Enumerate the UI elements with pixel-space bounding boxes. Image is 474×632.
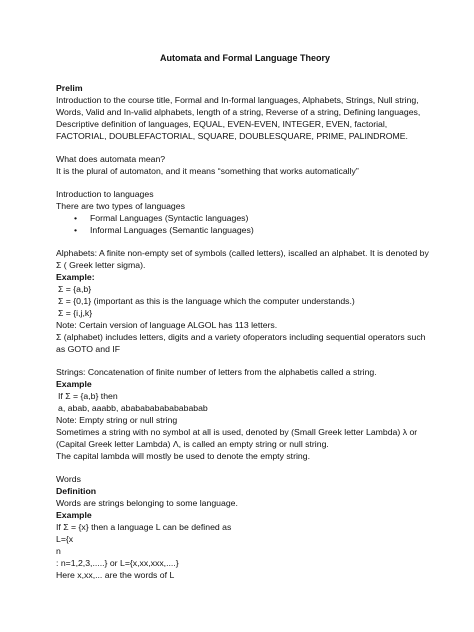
automata-answer: It is the plural of automaton, and it means “something that works automatically” (56, 166, 359, 176)
strings-example-label: Example (56, 379, 92, 389)
strings-note: Note: Empty string or null string (56, 415, 178, 425)
alphabet-example: Σ = {0,1} (important as this is the language which the computer understands.) (58, 296, 355, 306)
automata-question: What does automata mean? (56, 154, 166, 164)
words-definition-label: Definition (56, 486, 97, 496)
words-heading: Words (56, 474, 81, 484)
words-line: Here x,xx,... are the words of L (56, 570, 175, 580)
strings-example-line: If Σ = {a,b} then (58, 391, 118, 401)
intro-section (56, 188, 434, 236)
words-definition-text: Words are strings belonging to some language. (56, 498, 238, 508)
list-item: • Informal Languages (Semantic languages) (74, 224, 434, 236)
document-title: Automata and Formal Language Theory (159, 53, 331, 63)
alphabets-note-2: Σ (alphabet) includes letters, digits and a variety ofoperators including sequential operators such as GOTO and IF (56, 332, 426, 354)
words-section (56, 473, 434, 581)
alphabets-example-label: Example: (56, 272, 95, 282)
automata-section (56, 153, 434, 177)
words-line: n (56, 546, 61, 556)
alphabets-definition: Alphabets: A finite non-empty set of symbols (called letters), iscalled an alphabet. It is denoted by Σ ( Greek letter sigma). (56, 248, 429, 270)
prelim-text: Introduction to the course title, Formal and In-formal languages, Alphabets, Strings, Null string, Words, Valid and In-valid alphabets, length of a string, Reverse of a string, Defining languages, Descriptive definition of languages, EQUAL, EVEN-EVEN, INTEGER, EVEN, factorial, FACTORIAL, DOUBLEFACTORIAL, SQUARE, DOUBLESQUARE, PRIME, PALINDROME. (56, 95, 421, 141)
alphabets-note: Note: Certain version of language ALGOL has 113 letters. (56, 320, 278, 330)
strings-example-line: a, abab, aaabb, ababababababababab (58, 403, 208, 413)
strings-note-text-2: The capital lambda will mostly be used to denote the empty string. (56, 451, 310, 461)
strings-note-text: Sometimes a string with no symbol at all is used, denoted by (Small Greek letter Lambda) λ or (Capital Greek letter Lambda) Λ, is called an empty string or null string. (56, 427, 418, 449)
alphabet-example: Σ = {a,b} (58, 284, 92, 294)
intro-subheading: There are two types of languages (56, 201, 185, 211)
words-line: If Σ = {x} then a language L can be defined as (56, 522, 232, 532)
prelim-heading: Prelim (56, 83, 83, 93)
strings-definition: Strings: Concatenation of finite number of letters from the alphabetis called a string. (56, 367, 377, 377)
alphabet-example: Σ = {i,j,k} (58, 308, 93, 318)
prelim-section (56, 82, 434, 142)
language-types-list (56, 212, 434, 236)
words-example-label: Example (56, 510, 92, 520)
words-line: L={x (56, 534, 74, 544)
strings-section (56, 366, 434, 462)
alphabets-section (56, 247, 434, 355)
intro-heading: Introduction to languages (56, 189, 154, 199)
list-item: • Formal Languages (Syntactic languages) (74, 212, 434, 224)
words-line: : n=1,2,3,.....} or L={x,xx,xxx,....} (56, 558, 179, 568)
